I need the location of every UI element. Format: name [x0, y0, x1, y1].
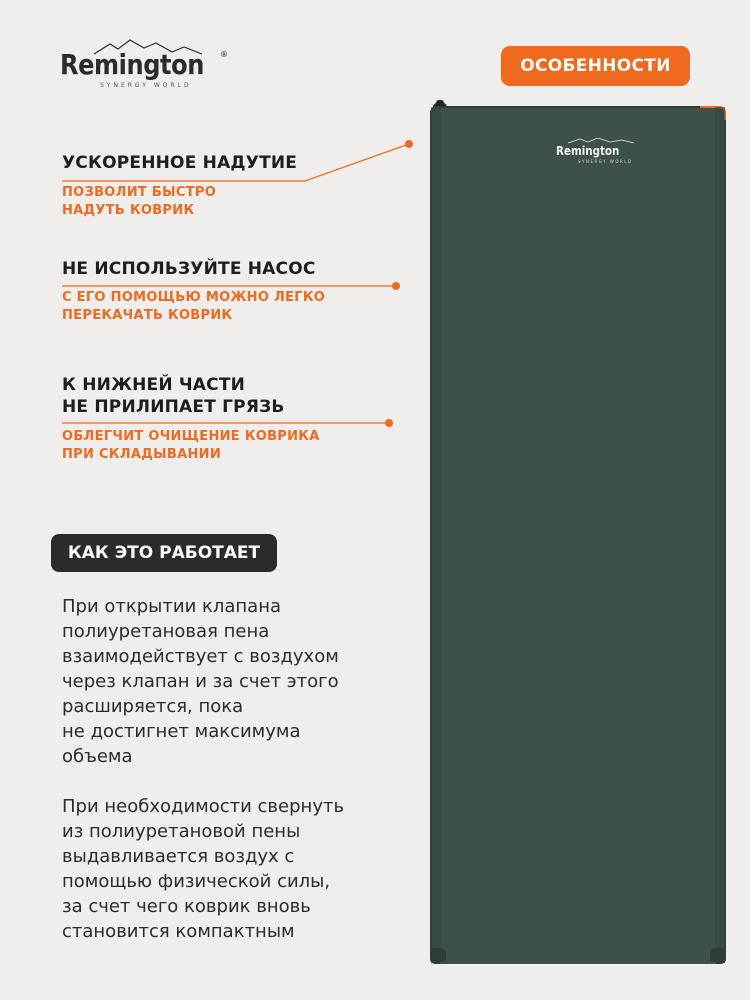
how-paragraph-2: При необходимости свернуть из полиуретановой пены выдавливается воздух с помощью физической силы, за счет чего коврик вновь становится компактным — [62, 796, 345, 942]
how-it-works-badge: КАК ЭТО РАБОТАЕТ — [51, 534, 277, 572]
how-paragraph-1: При открытии клапана полиуретановая пена взаимодействует с воздухом через клапан и за счет этого расширяется, пока не достигнет максимума объема — [62, 596, 339, 767]
feature-title: НЕ ИСПОЛЬЗУЙТЕ НАСОС — [62, 259, 316, 279]
brand-registered-mark: ® — [220, 50, 228, 59]
mat-brand-name: Remington — [556, 144, 620, 158]
feature-fast-inflation — [62, 152, 297, 220]
brand-name: Remington — [60, 48, 204, 81]
feature-description: С ЕГО ПОМОЩЬЮ МОЖНО ЛЕГКО ПЕРЕКАЧАТЬ КОВРИК — [62, 290, 326, 323]
mat-brand-logo — [556, 142, 636, 164]
feature-description: ПОЗВОЛИТ БЫСТРО НАДУТЬ КОВРИК — [62, 185, 217, 218]
brand-tagline: SYNERGY WORLD — [100, 82, 192, 89]
feature-description: ОБЛЕГЧИТ ОЧИЩЕНИЕ КОВРИКА ПРИ СКЛАДЫВАНИИ — [62, 429, 320, 462]
feature-no-pump — [62, 258, 325, 325]
features-badge: ОСОБЕННОСТИ — [501, 46, 690, 86]
mat-brand-tagline: SYNERGY WORLD — [578, 159, 633, 164]
feature-title: К НИЖНЕЙ ЧАСТИ НЕ ПРИЛИПАЕТ ГРЯЗЬ — [62, 375, 285, 417]
feature-dirt-resistant — [62, 374, 320, 464]
feature-title: УСКОРЕННОЕ НАДУТИЕ — [62, 153, 298, 173]
